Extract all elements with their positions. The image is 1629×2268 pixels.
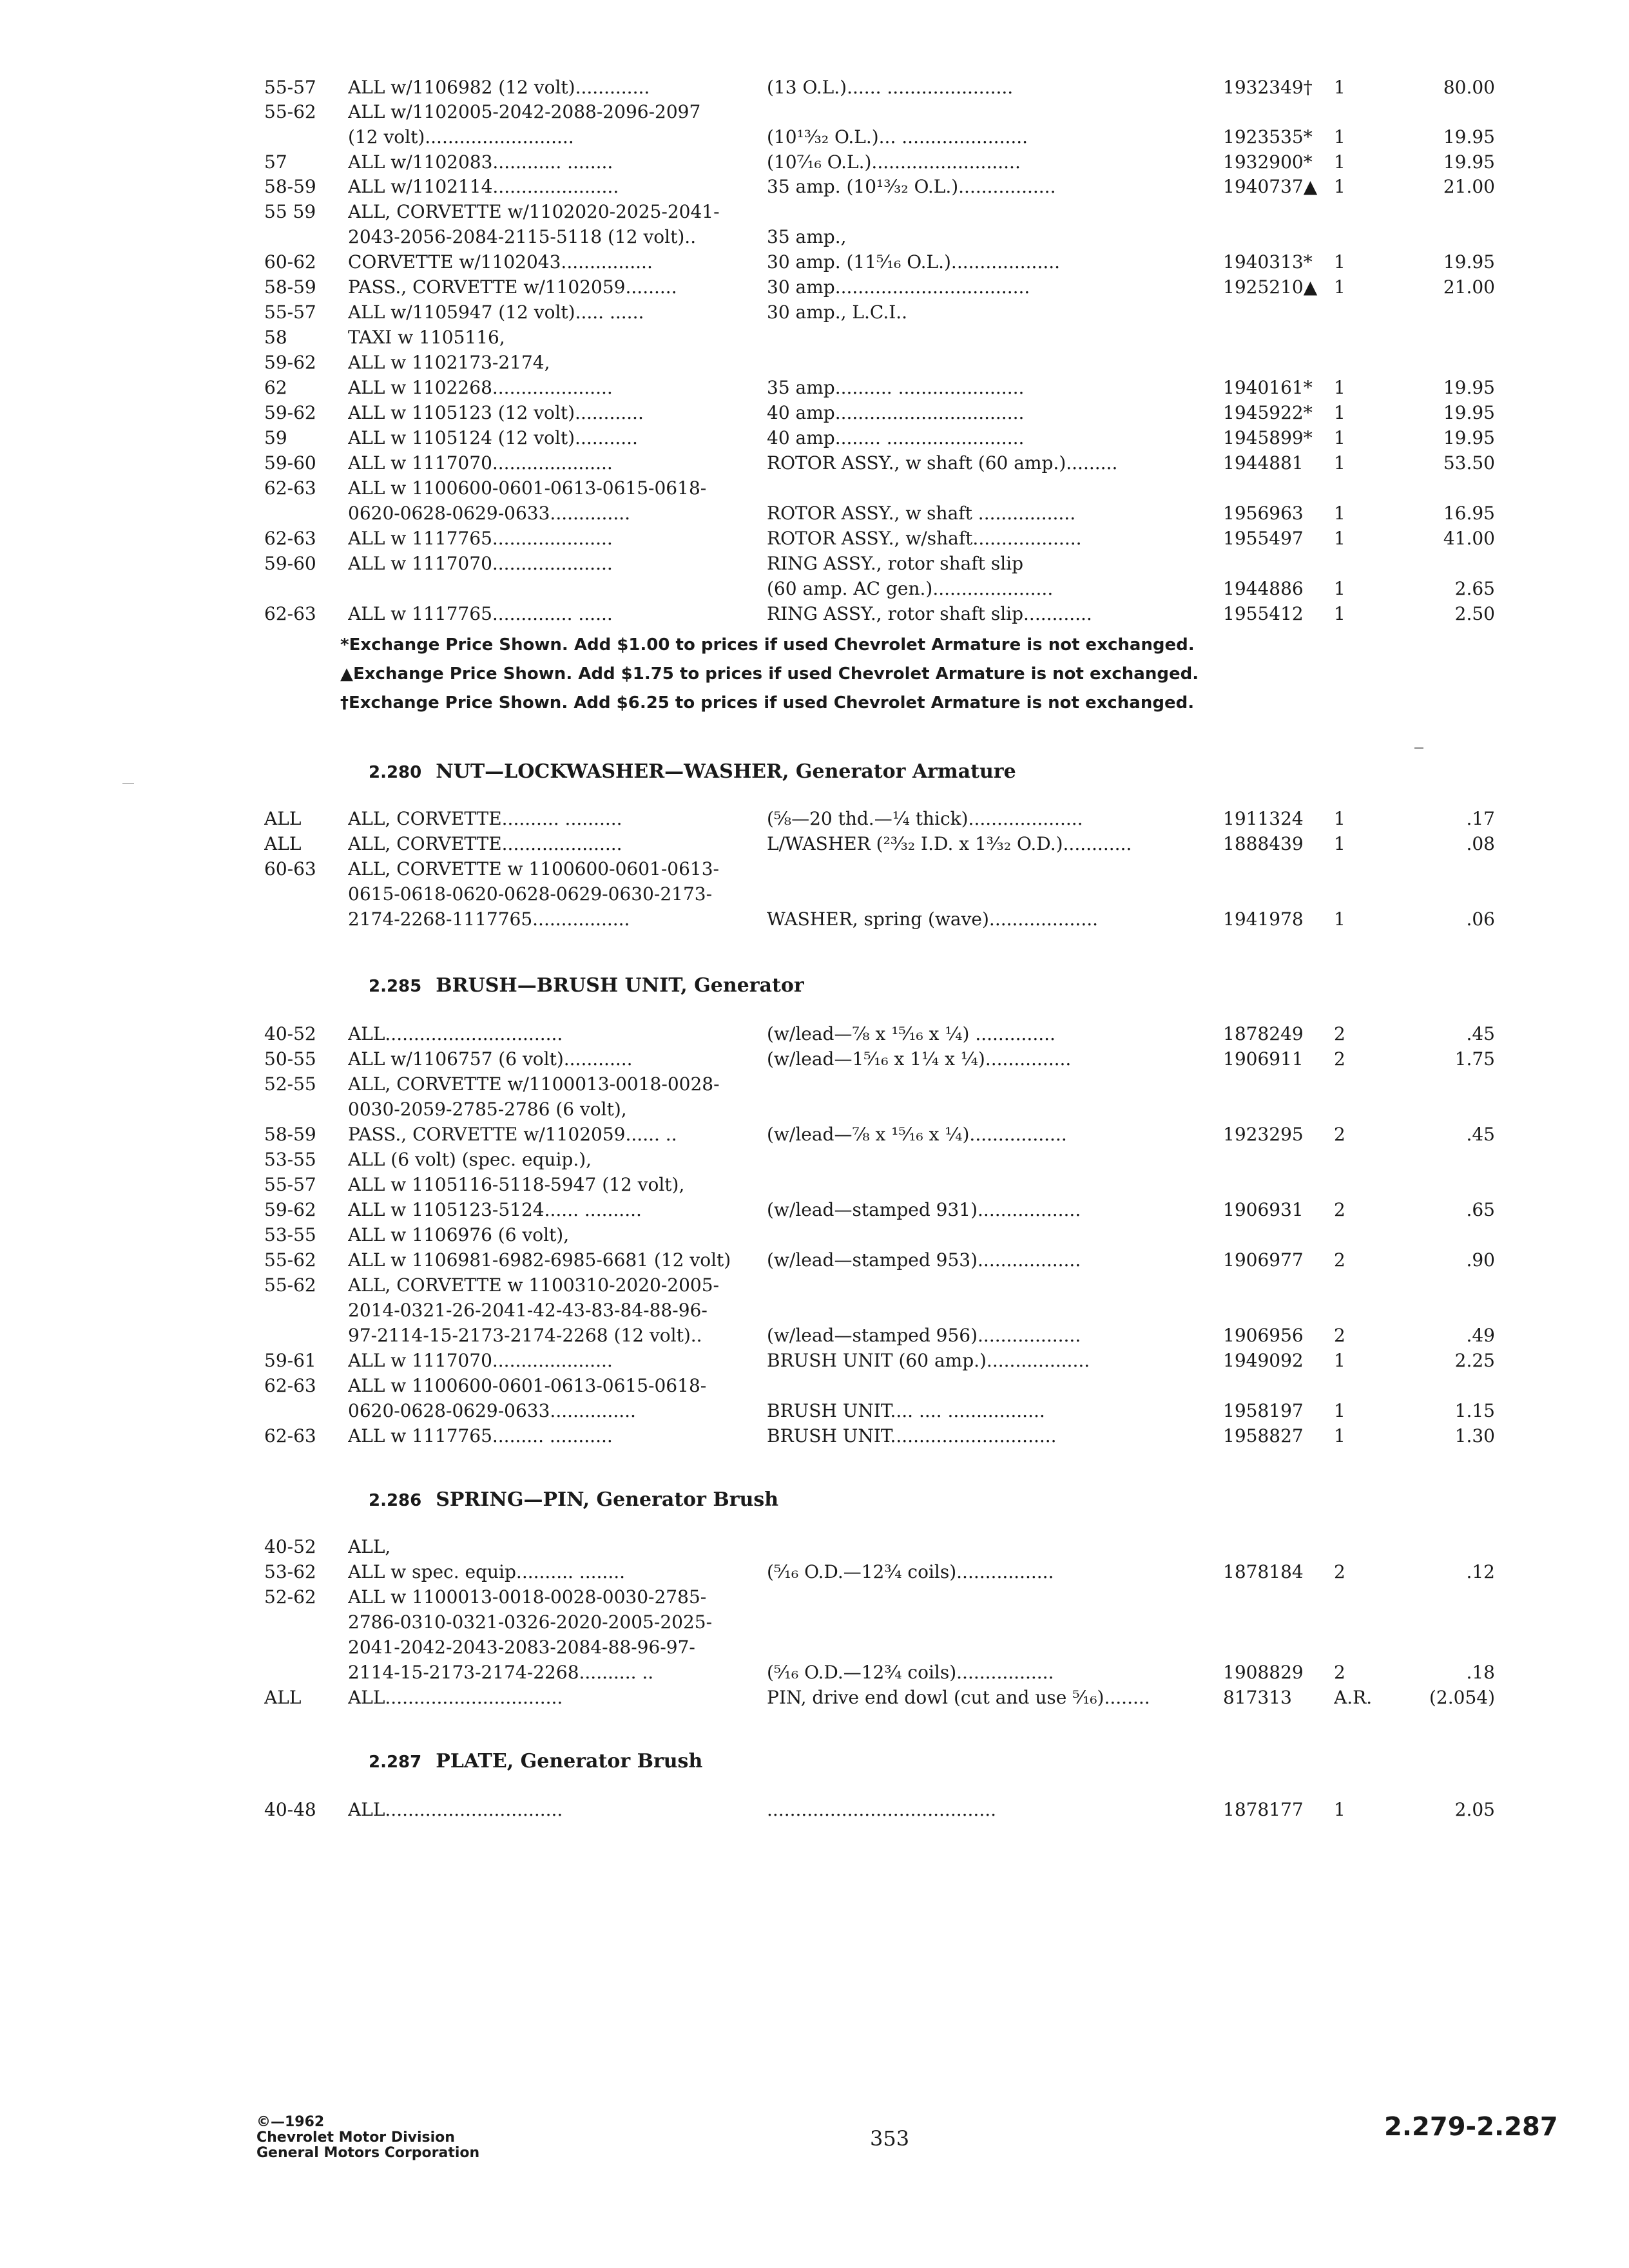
part-number-cell: 1940161* bbox=[1223, 377, 1313, 398]
years-cell: 55-62 bbox=[264, 1274, 316, 1296]
quantity-cell: 2 bbox=[1334, 1048, 1345, 1070]
years-cell: 40-52 bbox=[264, 1536, 316, 1557]
years-cell: 62-63 bbox=[264, 477, 316, 499]
years-cell: 59-62 bbox=[264, 352, 316, 373]
model-cell: (12 volt).......................... bbox=[348, 126, 574, 148]
years-cell: 58-59 bbox=[264, 276, 316, 298]
model-cell: 2041-2042-2043-2083-2084-88-96-97- bbox=[348, 1637, 695, 1658]
part-number-cell: 1906931 bbox=[1223, 1199, 1304, 1220]
dash-mark bbox=[1414, 747, 1423, 749]
publisher-block bbox=[256, 2115, 479, 2161]
table-row bbox=[0, 325, 1629, 350]
table-row bbox=[0, 1660, 1629, 1685]
quantity-cell: 2 bbox=[1334, 1325, 1345, 1346]
section-number: 2.287 bbox=[369, 1753, 422, 1772]
table-row bbox=[0, 1686, 1629, 1710]
part-number-cell: 1944886 bbox=[1223, 578, 1304, 599]
years-cell: 62-63 bbox=[264, 1425, 316, 1446]
years-cell: 52-62 bbox=[264, 1586, 316, 1608]
table-row bbox=[0, 1349, 1629, 1373]
model-cell: PASS., CORVETTE w/1102059......... bbox=[348, 276, 677, 298]
description-cell: ROTOR ASSY., w shaft (60 amp.)......... bbox=[767, 452, 1118, 474]
years-cell: 58 bbox=[264, 327, 287, 348]
price-cell: 1.30 bbox=[1454, 1425, 1495, 1446]
table-row bbox=[0, 1610, 1629, 1635]
description-cell: BRUSH UNIT.... .... ................. bbox=[767, 1400, 1045, 1421]
description-cell: (10⁷⁄₁₆ O.L.).......................... bbox=[767, 151, 1021, 173]
table-row bbox=[0, 807, 1629, 831]
quantity-cell: 1 bbox=[1334, 1350, 1345, 1371]
part-number-cell: 1949092 bbox=[1223, 1350, 1304, 1371]
table-row bbox=[0, 75, 1629, 100]
model-cell: ALL w/1105947 (12 volt)..... ...... bbox=[348, 302, 644, 323]
section-heading bbox=[369, 760, 1016, 783]
model-cell: ALL, CORVETTE w/1102020-2025-2041- bbox=[348, 201, 720, 222]
table-row bbox=[0, 1047, 1629, 1072]
table-row bbox=[0, 1560, 1629, 1584]
quantity-cell: 1 bbox=[1334, 1799, 1345, 1820]
model-cell: ALL w/1102114...................... bbox=[348, 176, 619, 197]
table-row bbox=[0, 275, 1629, 300]
table-row bbox=[0, 351, 1629, 375]
table-row bbox=[0, 1223, 1629, 1247]
years-cell: 55-62 bbox=[264, 1249, 316, 1271]
model-cell: ALL, CORVETTE w 1100310-2020-2005- bbox=[348, 1274, 720, 1296]
model-cell: ALL w 1105116-5118-5947 (12 volt), bbox=[348, 1174, 685, 1195]
table-row bbox=[0, 882, 1629, 907]
part-number-cell: 1906977 bbox=[1223, 1249, 1304, 1271]
description-cell: (⁵⁄₁₆ O.D.—12¾ coils)................. bbox=[767, 1662, 1054, 1683]
model-cell: ALL w 1117765......... ........... bbox=[348, 1425, 613, 1446]
table-row bbox=[0, 1323, 1629, 1348]
model-cell: ALL w 1117070..................... bbox=[348, 553, 613, 574]
table-row bbox=[0, 225, 1629, 249]
part-number-cell: 1945899* bbox=[1223, 427, 1313, 448]
model-cell: ALL............................... bbox=[348, 1023, 563, 1044]
quantity-cell: 2 bbox=[1334, 1124, 1345, 1145]
years-cell: ALL bbox=[264, 808, 302, 829]
price-cell: 16.95 bbox=[1443, 503, 1495, 524]
quantity-cell: 1 bbox=[1334, 151, 1345, 173]
part-number-cell: 1908829 bbox=[1223, 1662, 1304, 1683]
description-cell: (⁵⁄₁₆ O.D.—12¾ coils)................. bbox=[767, 1561, 1054, 1582]
table-row bbox=[0, 1585, 1629, 1610]
section-title: NUT—LOCKWASHER—WASHER, Generator Armature bbox=[436, 760, 1016, 783]
model-cell: ALL, CORVETTE w/1100013-0018-0028- bbox=[348, 1073, 720, 1095]
model-cell: TAXI w 1105116, bbox=[348, 327, 505, 348]
description-cell: 40 amp................................. bbox=[767, 402, 1025, 423]
description-cell: ROTOR ASSY., w shaft ................. bbox=[767, 503, 1076, 524]
section-range: 2.279-2.287 bbox=[1384, 2112, 1558, 2142]
table-row bbox=[0, 250, 1629, 274]
model-cell: ALL w 1117765.............. ...... bbox=[348, 603, 613, 624]
years-cell: 60-63 bbox=[264, 858, 316, 879]
table-row bbox=[0, 451, 1629, 476]
part-number-cell: 1925210▲ bbox=[1223, 276, 1318, 298]
description-cell: (13 O.L.)...... ...................... bbox=[767, 77, 1014, 98]
part-number-cell: 1945922* bbox=[1223, 402, 1313, 423]
description-cell: (w/lead—⅞ x ¹⁵⁄₁₆ x ¼)................. bbox=[767, 1124, 1067, 1145]
price-cell: .45 bbox=[1466, 1023, 1495, 1044]
years-cell: 53-55 bbox=[264, 1224, 316, 1245]
table-row bbox=[0, 426, 1629, 450]
model-cell: ALL w 1106976 (6 volt), bbox=[348, 1224, 570, 1245]
part-number-cell: 1940313* bbox=[1223, 251, 1313, 273]
model-cell: ALL w 1117070..................... bbox=[348, 452, 613, 474]
model-cell: ALL............................... bbox=[348, 1799, 563, 1820]
description-cell: 40 amp........ ........................ bbox=[767, 427, 1025, 448]
description-cell: 35 amp., bbox=[767, 226, 847, 247]
quantity-cell: 1 bbox=[1334, 528, 1345, 549]
quantity-cell: 1 bbox=[1334, 603, 1345, 624]
description-cell: (w/lead—1⁵⁄₁₆ x 1¼ x ¼)............... bbox=[767, 1048, 1072, 1070]
years-cell: 60-62 bbox=[264, 251, 316, 273]
part-number-cell: 1911324 bbox=[1223, 808, 1304, 829]
model-cell: ALL w 1106981-6982-6985-6681 (12 volt) bbox=[348, 1249, 731, 1271]
part-number-cell: 1955497 bbox=[1223, 528, 1304, 549]
table-row bbox=[0, 1399, 1629, 1423]
quantity-cell: 1 bbox=[1334, 176, 1345, 197]
table-row bbox=[0, 857, 1629, 881]
part-number-cell: 1932900* bbox=[1223, 151, 1313, 173]
price-cell: .18 bbox=[1466, 1662, 1495, 1683]
model-cell: 0620-0628-0629-0633............... bbox=[348, 1400, 636, 1421]
description-cell: (10¹³⁄₃₂ O.L.)... ...................... bbox=[767, 126, 1028, 148]
section-number: 2.285 bbox=[369, 977, 422, 996]
years-cell: 62-63 bbox=[264, 603, 316, 624]
description-cell: ........................................ bbox=[767, 1799, 997, 1820]
years-cell: 62-63 bbox=[264, 1375, 316, 1396]
table-row bbox=[0, 1072, 1629, 1097]
part-number-cell: 1958197 bbox=[1223, 1400, 1304, 1421]
model-cell: ALL w 1105123-5124...... .......... bbox=[348, 1199, 642, 1220]
part-number-cell: 1955412 bbox=[1223, 603, 1304, 624]
table-row bbox=[0, 1248, 1629, 1273]
quantity-cell: 1 bbox=[1334, 77, 1345, 98]
model-cell: CORVETTE w/1102043................ bbox=[348, 251, 653, 273]
table-row bbox=[0, 907, 1629, 932]
quantity-cell: 1 bbox=[1334, 126, 1345, 148]
margin-mark bbox=[122, 783, 134, 784]
model-cell: ALL w/1106982 (12 volt)............. bbox=[348, 77, 650, 98]
section-number: 2.286 bbox=[369, 1491, 422, 1510]
price-cell: 19.95 bbox=[1443, 377, 1495, 398]
model-cell: 97-2114-15-2173-2174-2268 (12 volt).. bbox=[348, 1325, 702, 1346]
quantity-cell: 1 bbox=[1334, 377, 1345, 398]
model-cell: 2043-2056-2084-2115-5118 (12 volt).. bbox=[348, 226, 697, 247]
model-cell: ALL, CORVETTE..................... bbox=[348, 833, 622, 854]
years-cell: 55-57 bbox=[264, 302, 316, 323]
price-cell: 19.95 bbox=[1443, 251, 1495, 273]
description-cell: 30 amp.................................. bbox=[767, 276, 1030, 298]
quantity-cell: 1 bbox=[1334, 402, 1345, 423]
model-cell: ALL w 1102268..................... bbox=[348, 377, 613, 398]
section-number: 2.280 bbox=[369, 763, 422, 782]
price-cell: 21.00 bbox=[1443, 276, 1495, 298]
years-cell: 40-52 bbox=[264, 1023, 316, 1044]
model-cell: 0615-0618-0620-0628-0629-0630-2173- bbox=[348, 883, 713, 905]
quantity-cell: 2 bbox=[1334, 1662, 1345, 1683]
part-number-cell: 1878184 bbox=[1223, 1561, 1304, 1582]
table-row bbox=[0, 1374, 1629, 1398]
table-row bbox=[0, 476, 1629, 501]
model-cell: ALL, CORVETTE.......... .......... bbox=[348, 808, 622, 829]
corporation-name: General Motors Corporation bbox=[256, 2145, 480, 2161]
years-cell: 53-55 bbox=[264, 1149, 316, 1170]
price-cell: .17 bbox=[1466, 808, 1495, 829]
years-cell: 58-59 bbox=[264, 176, 316, 197]
part-number-cell: 1906911 bbox=[1223, 1048, 1304, 1070]
description-cell: ROTOR ASSY., w/shaft................... bbox=[767, 528, 1082, 549]
model-cell: ALL w 1100600-0601-0613-0615-0618- bbox=[348, 1375, 707, 1396]
price-cell: 53.50 bbox=[1443, 452, 1495, 474]
price-cell: .06 bbox=[1466, 908, 1495, 930]
table-row bbox=[0, 1198, 1629, 1222]
quantity-cell: 1 bbox=[1334, 452, 1345, 474]
years-cell: 58-59 bbox=[264, 1124, 316, 1145]
division-name: Chevrolet Motor Division bbox=[256, 2129, 455, 2146]
model-cell: ALL w 1102173-2174, bbox=[348, 352, 550, 373]
years-cell: 62 bbox=[264, 377, 287, 398]
price-cell: 19.95 bbox=[1443, 427, 1495, 448]
description-cell: BRUSH UNIT (60 amp.).................. bbox=[767, 1350, 1090, 1371]
quantity-cell: 1 bbox=[1334, 276, 1345, 298]
years-cell: ALL bbox=[264, 833, 302, 854]
quantity-cell: 1 bbox=[1334, 908, 1345, 930]
years-cell: 59-60 bbox=[264, 452, 316, 474]
price-cell: .65 bbox=[1466, 1199, 1495, 1220]
price-cell: 2.50 bbox=[1454, 603, 1495, 624]
description-cell: (w/lead—stamped 953).................. bbox=[767, 1249, 1081, 1271]
quantity-cell: 1 bbox=[1334, 833, 1345, 854]
quantity-cell: 1 bbox=[1334, 251, 1345, 273]
years-cell: 59-62 bbox=[264, 1199, 316, 1220]
table-row bbox=[0, 175, 1629, 199]
part-number-cell: 1956963 bbox=[1223, 503, 1304, 524]
part-number-cell: 1958827 bbox=[1223, 1425, 1304, 1446]
section-heading bbox=[369, 974, 804, 997]
quantity-cell: 1 bbox=[1334, 1400, 1345, 1421]
model-cell: 2014-0321-26-2041-42-43-83-84-88-96- bbox=[348, 1300, 708, 1321]
table-row bbox=[0, 1122, 1629, 1147]
description-cell: (w/lead—stamped 931).................. bbox=[767, 1199, 1081, 1220]
model-cell: ALL, bbox=[348, 1536, 391, 1557]
table-row bbox=[0, 1798, 1629, 1822]
quantity-cell: 2 bbox=[1334, 1199, 1345, 1220]
price-cell: 80.00 bbox=[1443, 77, 1495, 98]
exchange-note: *Exchange Price Shown. Add $1.00 to prices if used Chevrolet Armature is not exchanged. bbox=[340, 635, 1195, 655]
part-number-cell: 1932349† bbox=[1223, 77, 1313, 98]
years-cell: 57 bbox=[264, 151, 287, 173]
table-row bbox=[0, 200, 1629, 224]
description-cell: (w/lead—⅞ x ¹⁵⁄₁₆ x ¼) .............. bbox=[767, 1023, 1055, 1044]
section-heading bbox=[369, 1750, 702, 1773]
exchange-note: ▲Exchange Price Shown. Add $1.75 to prices if used Chevrolet Armature is not exchanged. bbox=[340, 664, 1199, 684]
model-cell: ALL w 1117765..................... bbox=[348, 528, 613, 549]
years-cell: 53-62 bbox=[264, 1561, 316, 1582]
table-row bbox=[0, 577, 1629, 601]
exchange-note: †Exchange Price Shown. Add $6.25 to prices if used Chevrolet Armature is not exchanged. bbox=[340, 693, 1195, 713]
description-cell: 30 amp., L.C.I.. bbox=[767, 302, 908, 323]
years-cell: 50-55 bbox=[264, 1048, 316, 1070]
description-cell: WASHER, spring (wave)................... bbox=[767, 908, 1099, 930]
price-cell: 19.95 bbox=[1443, 402, 1495, 423]
table-row bbox=[0, 100, 1629, 124]
price-cell: 2.65 bbox=[1454, 578, 1495, 599]
table-row bbox=[0, 1148, 1629, 1172]
table-row bbox=[0, 150, 1629, 175]
price-cell: .90 bbox=[1466, 1249, 1495, 1271]
table-row bbox=[0, 1022, 1629, 1046]
part-number-cell: 1888439 bbox=[1223, 833, 1304, 854]
part-number-cell: 1941978 bbox=[1223, 908, 1304, 930]
price-cell: 19.95 bbox=[1443, 151, 1495, 173]
quantity-cell: 1 bbox=[1334, 1425, 1345, 1446]
model-cell: ALL w 1100600-0601-0613-0615-0618- bbox=[348, 477, 707, 499]
price-cell: .08 bbox=[1466, 833, 1495, 854]
price-cell: 2.25 bbox=[1454, 1350, 1495, 1371]
section-title: SPRING—PIN, Generator Brush bbox=[436, 1488, 779, 1511]
price-cell: 19.95 bbox=[1443, 126, 1495, 148]
model-cell: ALL w 1117070..................... bbox=[348, 1350, 613, 1371]
table-row bbox=[0, 501, 1629, 526]
model-cell: ALL w 1105124 (12 volt)........... bbox=[348, 427, 638, 448]
description-cell: 30 amp. (11⁵⁄₁₆ O.L.)................... bbox=[767, 251, 1061, 273]
table-row bbox=[0, 602, 1629, 626]
table-row bbox=[0, 1424, 1629, 1448]
price-cell: .45 bbox=[1466, 1124, 1495, 1145]
description-cell: 35 amp. (10¹³⁄₃₂ O.L.)................. bbox=[767, 176, 1056, 197]
price-cell: .12 bbox=[1466, 1561, 1495, 1582]
description-cell: (60 amp. AC gen.)..................... bbox=[767, 578, 1054, 599]
table-row bbox=[0, 552, 1629, 576]
quantity-cell: 1 bbox=[1334, 503, 1345, 524]
description-cell: (w/lead—stamped 956).................. bbox=[767, 1325, 1081, 1346]
section-title: BRUSH—BRUSH UNIT, Generator bbox=[436, 974, 804, 997]
table-row bbox=[0, 1273, 1629, 1298]
years-cell: 40-48 bbox=[264, 1799, 316, 1820]
years-cell: 55 59 bbox=[264, 201, 316, 222]
price-cell: 2.05 bbox=[1454, 1799, 1495, 1820]
description-cell: RING ASSY., rotor shaft slip............ bbox=[767, 603, 1092, 624]
years-cell: 52-55 bbox=[264, 1073, 316, 1095]
part-number-cell: 1923535* bbox=[1223, 126, 1313, 148]
model-cell: ALL, CORVETTE w 1100600-0601-0613- bbox=[348, 858, 720, 879]
quantity-cell: 1 bbox=[1334, 578, 1345, 599]
model-cell: ALL w 1105123 (12 volt)............ bbox=[348, 402, 644, 423]
years-cell: 55-57 bbox=[264, 1174, 316, 1195]
part-number-cell: 1878249 bbox=[1223, 1023, 1304, 1044]
model-cell: ALL............................... bbox=[348, 1687, 563, 1708]
section-title: PLATE, Generator Brush bbox=[436, 1750, 703, 1773]
table-row bbox=[0, 1635, 1629, 1660]
price-cell: 1.15 bbox=[1454, 1400, 1495, 1421]
quantity-cell: 2 bbox=[1334, 1249, 1345, 1271]
price-cell: 1.75 bbox=[1454, 1048, 1495, 1070]
years-cell: ALL bbox=[264, 1687, 302, 1708]
description-cell: RING ASSY., rotor shaft slip bbox=[767, 553, 1024, 574]
price-cell: (2.054) bbox=[1429, 1687, 1495, 1708]
model-cell: 0620-0628-0629-0633.............. bbox=[348, 503, 631, 524]
copyright: ©—1962 bbox=[256, 2114, 325, 2130]
model-cell: ALL w/1102083............ ........ bbox=[348, 151, 613, 173]
model-cell: ALL w spec. equip.......... ........ bbox=[348, 1561, 626, 1582]
description-cell: 35 amp.......... ...................... bbox=[767, 377, 1025, 398]
section-heading bbox=[369, 1488, 778, 1511]
years-cell: 62-63 bbox=[264, 528, 316, 549]
description-cell: L/WASHER (²³⁄₃₂ I.D. x 1³⁄₃₂ O.D.)............ bbox=[767, 833, 1132, 854]
part-number-cell: 1878177 bbox=[1223, 1799, 1304, 1820]
table-row bbox=[0, 1298, 1629, 1323]
quantity-cell: A.R. bbox=[1334, 1687, 1373, 1708]
model-cell: ALL w/1102005-2042-2088-2096-2097 bbox=[348, 101, 701, 122]
quantity-cell: 1 bbox=[1334, 808, 1345, 829]
years-cell: 59-62 bbox=[264, 402, 316, 423]
table-row bbox=[0, 1535, 1629, 1559]
price-cell: 41.00 bbox=[1443, 528, 1495, 549]
years-cell: 55-57 bbox=[264, 77, 316, 98]
years-cell: 59-61 bbox=[264, 1350, 316, 1371]
table-row bbox=[0, 1173, 1629, 1197]
table-row bbox=[0, 376, 1629, 400]
model-cell: 0030-2059-2785-2786 (6 volt), bbox=[348, 1099, 627, 1120]
years-cell: 59-60 bbox=[264, 553, 316, 574]
model-cell: ALL w 1100013-0018-0028-0030-2785- bbox=[348, 1586, 707, 1608]
table-row bbox=[0, 300, 1629, 325]
table-row bbox=[0, 526, 1629, 551]
part-number-cell: 817313 bbox=[1223, 1687, 1292, 1708]
part-number-cell: 1940737▲ bbox=[1223, 176, 1318, 197]
page-number: 353 bbox=[870, 2126, 910, 2151]
table-row bbox=[0, 401, 1629, 425]
table-row bbox=[0, 832, 1629, 856]
model-cell: PASS., CORVETTE w/1102059...... .. bbox=[348, 1124, 677, 1145]
years-cell: 55-62 bbox=[264, 101, 316, 122]
part-number-cell: 1906956 bbox=[1223, 1325, 1304, 1346]
description-cell: BRUSH UNIT............................. bbox=[767, 1425, 1057, 1446]
table-row bbox=[0, 125, 1629, 149]
quantity-cell: 1 bbox=[1334, 427, 1345, 448]
quantity-cell: 2 bbox=[1334, 1023, 1345, 1044]
model-cell: ALL (6 volt) (spec. equip.), bbox=[348, 1149, 592, 1170]
years-cell: 59 bbox=[264, 427, 287, 448]
table-row bbox=[0, 1097, 1629, 1122]
quantity-cell: 2 bbox=[1334, 1561, 1345, 1582]
model-cell: ALL w/1106757 (6 volt)............ bbox=[348, 1048, 633, 1070]
model-cell: 2114-15-2173-2174-2268.......... .. bbox=[348, 1662, 654, 1683]
price-cell: 21.00 bbox=[1443, 176, 1495, 197]
price-cell: .49 bbox=[1466, 1325, 1495, 1346]
description-cell: PIN, drive end dowl (cut and use ⁵⁄₁₆)........ bbox=[767, 1687, 1150, 1708]
part-number-cell: 1923295 bbox=[1223, 1124, 1304, 1145]
description-cell: (⅝—20 thd.—¼ thick).................... bbox=[767, 808, 1083, 829]
model-cell: 2174-2268-1117765................. bbox=[348, 908, 630, 930]
model-cell: 2786-0310-0321-0326-2020-2005-2025- bbox=[348, 1611, 713, 1633]
part-number-cell: 1944881 bbox=[1223, 452, 1304, 474]
